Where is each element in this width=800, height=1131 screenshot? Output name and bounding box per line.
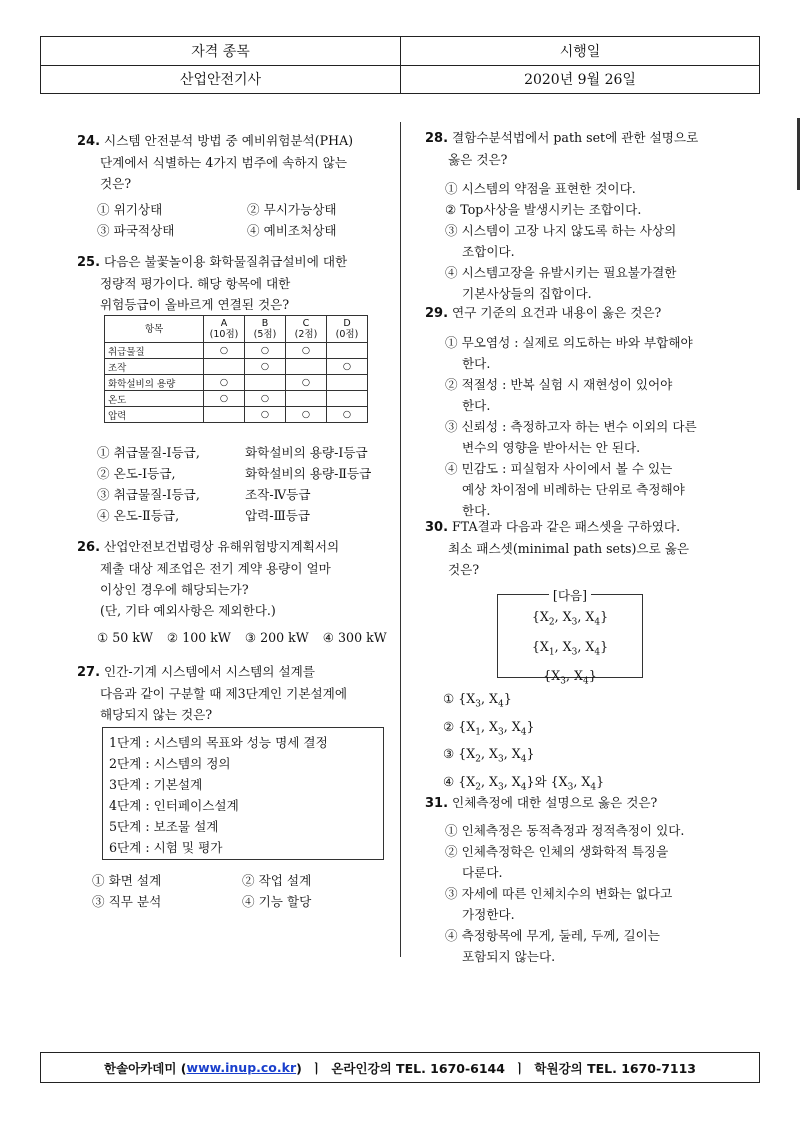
answer-option[interactable]: ④ 300 kW — [322, 630, 387, 645]
question-text: 다음과 같이 구분할 때 제3단계인 기본설계에 — [100, 686, 348, 701]
answer-option[interactable]: ② 온도-Ⅰ등급, — [97, 466, 176, 481]
question-text: FTA결과 다음과 같은 패스셋을 구하였다. — [452, 519, 681, 534]
question-text: 결함수분석법에서 path set에 관한 설명으로 — [452, 130, 699, 145]
question-text: 최소 패스셋(minimal path sets)으로 옳은 — [448, 541, 690, 556]
answer-option[interactable]: ④ 민감도 : 피실험자 사이에서 볼 수 있는 — [445, 461, 673, 476]
question-text: 옳은 것은? — [448, 152, 508, 167]
answer-option[interactable]: ④ 기능 할당 — [242, 894, 312, 909]
answer-option-cont: 변수의 영향을 받아서는 안 된다. — [462, 440, 641, 455]
answer-option[interactable]: ③ 취급물질-Ⅰ등급, — [97, 487, 200, 502]
answer-option[interactable]: ③ 직무 분석 — [92, 894, 162, 909]
stage-item: 5단계 : 보조물 설계 — [109, 819, 219, 834]
answer-options — [425, 332, 765, 521]
path-sets-box — [497, 588, 643, 687]
stage-item: 4단계 : 인터페이스설계 — [109, 798, 239, 813]
header-date-label: 시행일 — [559, 44, 601, 60]
academy-website-link[interactable]: www.inup.co.kr — [186, 1060, 297, 1075]
question-number: 27. — [77, 665, 101, 680]
answer-option-cont: 예상 차이점에 비례하는 단위로 측정해야 — [462, 482, 685, 497]
table-mark: ○ — [327, 359, 368, 375]
table-mark: ○ — [245, 407, 286, 423]
table-row-label: 압력 — [105, 407, 204, 423]
answer-option-cont: 한다. — [462, 503, 491, 518]
header-subject-label: 자격 종목 — [41, 37, 401, 65]
table-row — [105, 375, 368, 391]
table-row-label: 취급물질 — [105, 343, 204, 359]
answer-option[interactable]: ① 시스템의 약점을 표현한 것이다. — [445, 181, 636, 196]
path-set-list — [498, 605, 642, 694]
footer-contact: ) ㅣ 온라인강의 TEL. 1670-6144 ㅣ 학원강의 TEL. 1670-7113 — [296, 1060, 696, 1076]
answer-option[interactable]: ③ {$X_2$, $X_3$, $X_4$} — [443, 746, 535, 765]
table-mark: ○ — [327, 407, 368, 423]
question-text: 시스템 안전분석 방법 중 예비위험분석(PHA) — [104, 133, 354, 148]
question-25 — [77, 251, 397, 315]
question-text: 위험등급이 올바르게 연결된 것은? — [100, 297, 290, 312]
answer-option[interactable]: ① 취급물질-Ⅰ등급, — [97, 445, 200, 460]
answer-option[interactable]: ② 무시가능상태 — [247, 202, 337, 217]
answer-option-cont: 다룬다. — [462, 865, 503, 880]
answer-options — [77, 627, 397, 648]
table-mark — [204, 407, 245, 423]
question-text: 것은? — [448, 562, 480, 577]
stage-item: 3단계 : 기본설계 — [109, 777, 203, 792]
answer-option[interactable]: ③ 자세에 따른 인체치수의 변화는 없다고 — [445, 886, 673, 901]
path-set-item: {$X_2$, $X_3$, $X_4$} — [531, 609, 609, 628]
answer-option-cont: 포함되지 않는다. — [462, 949, 556, 964]
path-set-item: {$X_1$, $X_3$, $X_4$} — [531, 638, 609, 658]
question-number: 30. — [425, 520, 449, 535]
table-header-cell: C (2점) — [286, 316, 327, 343]
header-subject-value: 산업안전기사 — [41, 65, 401, 93]
answer-option-part: 압력-Ⅲ등급 — [245, 508, 311, 523]
table-row — [105, 391, 368, 407]
answer-option[interactable]: ④ 측정항목에 무게, 둘레, 두께, 길이는 — [445, 928, 660, 943]
question-text: 단계에서 식별하는 4가지 범주에 속하지 않는 — [100, 155, 348, 170]
answer-option[interactable]: ② {$X_1$, $X_3$, $X_4$} — [443, 718, 535, 738]
answer-option[interactable]: ③ 신뢰성 : 측정하고자 하는 변수 이외의 다른 — [445, 419, 697, 434]
table-row-label: 온도 — [105, 391, 204, 407]
answer-option-cont: 한다. — [462, 398, 491, 413]
answer-option[interactable]: ① 무오염성 : 실제로 의도하는 바와 부합해야 — [445, 335, 693, 350]
table-header-cell: B (5점) — [245, 316, 286, 343]
table-mark: ○ — [204, 391, 245, 407]
table-header-cell: D (0점) — [327, 316, 368, 343]
answer-option[interactable]: ② 작업 설계 — [242, 873, 312, 888]
stage-item: 1단계 : 시스템의 목표와 성능 명세 결정 — [109, 735, 328, 750]
answer-option-cont: 가정한다. — [462, 907, 515, 922]
answer-option[interactable]: ④ 온도-Ⅱ등급, — [97, 508, 180, 523]
question-number: 24. — [77, 134, 101, 149]
question-30 — [425, 516, 765, 580]
question-text: 인간-기계 시스템에서 시스템의 설계를 — [104, 664, 315, 679]
answer-option-part: 조작-Ⅳ등급 — [245, 487, 311, 502]
question-text: 것은? — [100, 176, 132, 191]
question-25-options — [97, 442, 397, 526]
question-28 — [425, 127, 765, 304]
table-row — [105, 359, 368, 375]
table-mark: ○ — [245, 391, 286, 407]
answer-option[interactable]: ① 인체측정은 동적측정과 정적측정이 있다. — [445, 823, 685, 838]
question-number: 28. — [425, 131, 449, 146]
answer-option[interactable]: ③ 200 kW — [244, 630, 309, 645]
table-row-label: 조작 — [105, 359, 204, 375]
table-mark — [327, 343, 368, 359]
table-mark — [327, 391, 368, 407]
answer-option[interactable]: ④ 시스템고장을 유발시키는 필요불가결한 — [445, 265, 677, 280]
table-mark — [245, 375, 286, 391]
table-row — [105, 407, 368, 423]
question-31 — [425, 792, 765, 967]
question-number: 25. — [77, 255, 101, 270]
table-mark — [327, 375, 368, 391]
table-header-cell: A (10점) — [204, 316, 245, 343]
column-divider — [400, 122, 401, 957]
question-29 — [425, 302, 765, 521]
answer-option-cont: 한다. — [462, 356, 491, 371]
rating-table-wrap — [104, 315, 368, 423]
answer-option[interactable]: ③ 시스템이 고장 나지 않도록 하는 사상의 — [445, 223, 677, 238]
question-text: 다음은 불꽃놀이용 화학물질취급설비에 대한 — [104, 254, 348, 269]
header-title-row — [41, 37, 759, 66]
table-mark — [286, 359, 327, 375]
answer-option[interactable]: ② 인체측정학은 인체의 생화학적 특징을 — [445, 844, 669, 859]
question-text: 해당되지 않는 것은? — [100, 707, 213, 722]
question-27-options — [92, 870, 392, 912]
answer-option-part: 화학설비의 용량-Ⅱ등급 — [245, 466, 372, 481]
question-number: 31. — [425, 796, 449, 811]
question-number: 26. — [77, 540, 101, 555]
table-mark — [286, 391, 327, 407]
table-mark: ○ — [286, 375, 327, 391]
question-text: 인체측정에 대한 설명으로 옳은 것은? — [452, 795, 658, 810]
path-set-item: {$X_3$, $X_4$} — [543, 668, 597, 687]
table-mark: ○ — [204, 375, 245, 391]
question-number: 29. — [425, 306, 449, 321]
footer-prefix: 한솔아카데미 ( — [104, 1060, 187, 1076]
table-row-label: 화학설비의 용량 — [105, 375, 204, 391]
question-text: 연구 기준의 요건과 내용이 옳은 것은? — [452, 305, 662, 320]
rating-table-header — [105, 316, 368, 343]
rating-table — [104, 315, 368, 423]
header-date-value: 2020년 9월 26일 — [524, 72, 636, 88]
question-text: 제출 대상 제조업은 전기 계약 용량이 얼마 — [100, 561, 331, 576]
question-text: (단, 기타 예외사항은 제외한다.) — [100, 603, 276, 618]
answer-option[interactable]: ③ 파국적상태 — [97, 223, 175, 238]
exam-header-table — [40, 36, 760, 94]
answer-options — [425, 820, 765, 967]
question-text: 이상인 경우에 해당되는가? — [100, 582, 249, 597]
answer-option-cont: 조합이다. — [462, 244, 515, 259]
question-text: 산업안전보건법령상 유해위험방지계획서의 — [104, 539, 340, 554]
table-mark: ○ — [286, 343, 327, 359]
table-mark: ○ — [286, 407, 327, 423]
table-mark: ○ — [245, 343, 286, 359]
header-value-row — [41, 65, 759, 93]
question-24 — [77, 130, 397, 241]
answer-options — [77, 199, 397, 241]
table-mark — [204, 359, 245, 375]
answer-option[interactable]: ① 50 kW — [97, 630, 153, 645]
answer-option[interactable]: ② Top사상을 발생시키는 조합이다. — [445, 202, 642, 217]
design-stages-box — [102, 727, 384, 860]
answer-option[interactable]: ② 100 kW — [166, 630, 231, 645]
footer-bar — [40, 1052, 760, 1083]
box-title: [다음] — [549, 588, 591, 603]
answer-option-part: 화학설비의 용량-Ⅰ등급 — [245, 445, 368, 460]
answer-option[interactable]: ④ 예비조처상태 — [247, 223, 337, 238]
table-mark: ○ — [204, 343, 245, 359]
answer-option[interactable]: ① {$X_3$, $X_4$} — [443, 691, 512, 710]
answer-option[interactable]: ① 화면 설계 — [92, 873, 162, 888]
answer-option[interactable]: ④ {$X_2$, $X_3$, $X_4$}와 {$X_3$, $X_4$} — [443, 773, 605, 793]
answer-option-cont: 기본사상들의 집합이다. — [462, 286, 592, 301]
answer-option[interactable]: ② 적절성 : 반복 실험 시 재현성이 있어야 — [445, 377, 673, 392]
question-text: 정량적 평가이다. 해당 항목에 대한 — [100, 276, 291, 291]
stage-item: 6단계 : 시험 및 평가 — [109, 840, 223, 855]
answer-option[interactable]: ① 위기상태 — [97, 202, 163, 217]
question-26 — [77, 536, 397, 648]
answer-options — [425, 178, 765, 304]
question-27 — [77, 661, 397, 725]
table-header-cell: 항목 — [105, 316, 204, 343]
table-mark: ○ — [245, 359, 286, 375]
stage-item: 2단계 : 시스템의 정의 — [109, 756, 231, 771]
table-row — [105, 343, 368, 359]
question-30-options — [443, 688, 763, 798]
